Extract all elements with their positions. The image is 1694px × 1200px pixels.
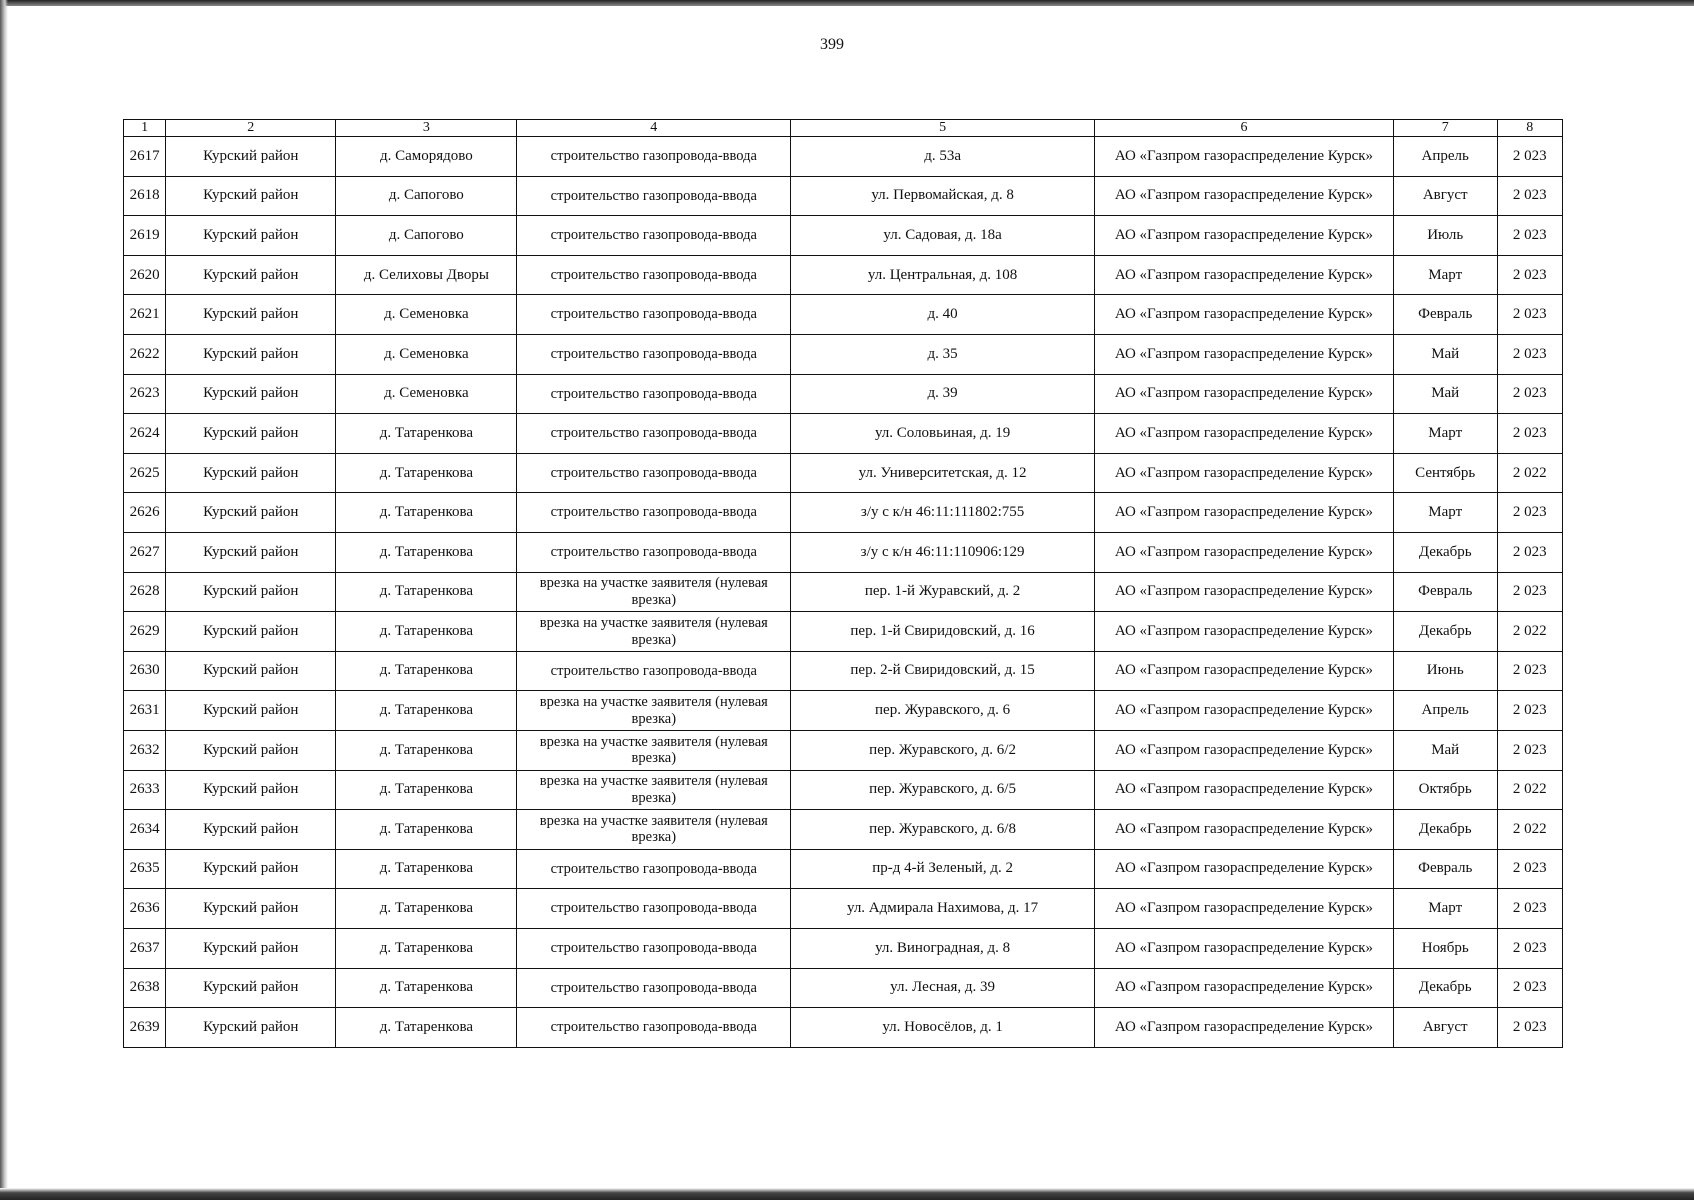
organization-cell: АО «Газпром газораспределение Курск» [1095,176,1394,216]
organization-cell: АО «Газпром газораспределение Курск» [1095,533,1394,573]
work-type-cell: строительство газопровода-ввода [517,651,791,691]
work-type-cell: врезка на участке заявителя (нулевая врезка) [517,691,791,731]
year-cell: 2 023 [1497,1008,1562,1048]
organization-cell: АО «Газпром газораспределение Курск» [1095,216,1394,256]
address-cell: ул. Лесная, д. 39 [791,968,1095,1008]
organization-cell: АО «Газпром газораспределение Курск» [1095,651,1394,691]
district-cell: Курский район [166,651,336,691]
work-type-cell: строительство газопровода-ввода [517,295,791,335]
organization-cell: АО «Газпром газораспределение Курск» [1095,849,1394,889]
page-number: 399 [820,36,844,53]
table-row [124,414,1563,454]
address-cell: з/у с к/н 46:11:110906:129 [791,533,1095,573]
settlement-cell: д. Татаренкова [336,1008,517,1048]
organization-cell: АО «Газпром газораспределение Курск» [1095,137,1394,177]
district-cell: Курский район [166,414,336,454]
year-cell: 2 023 [1497,493,1562,533]
header-cell: 2 [166,120,336,137]
district-cell: Курский район [166,849,336,889]
row-number-cell: 2625 [124,453,166,493]
organization-cell: АО «Газпром газораспределение Курск» [1095,295,1394,335]
settlement-cell: д. Татаренкова [336,453,517,493]
settlement-cell: д. Селиховы Дворы [336,255,517,295]
district-cell: Курский район [166,889,336,929]
table-row [124,810,1563,850]
row-number-cell: 2633 [124,770,166,810]
address-cell: д. 53а [791,137,1095,177]
year-cell: 2 023 [1497,374,1562,414]
month-cell: Декабрь [1393,968,1497,1008]
row-number-cell: 2628 [124,572,166,612]
work-type-cell: строительство газопровода-ввода [517,176,791,216]
year-cell: 2 022 [1497,810,1562,850]
district-cell: Курский район [166,493,336,533]
organization-cell: АО «Газпром газораспределение Курск» [1095,335,1394,375]
organization-cell: АО «Газпром газораспределение Курск» [1095,572,1394,612]
month-cell: Март [1393,493,1497,533]
organization-cell: АО «Газпром газораспределение Курск» [1095,493,1394,533]
row-number-cell: 2634 [124,810,166,850]
settlement-cell: д. Татаренкова [336,968,517,1008]
year-cell: 2 023 [1497,335,1562,375]
row-number-cell: 2624 [124,414,166,454]
year-cell: 2 023 [1497,216,1562,256]
work-type-cell: врезка на участке заявителя (нулевая врезка) [517,612,791,652]
settlement-cell: д. Татаренкова [336,414,517,454]
year-cell: 2 023 [1497,176,1562,216]
organization-cell: АО «Газпром газораспределение Курск» [1095,1008,1394,1048]
year-cell: 2 022 [1497,770,1562,810]
month-cell: Май [1393,335,1497,375]
district-cell: Курский район [166,928,336,968]
row-number-cell: 2627 [124,533,166,573]
year-cell: 2 023 [1497,137,1562,177]
scan-edge-left [0,0,8,1200]
row-number-cell: 2637 [124,928,166,968]
work-type-cell: врезка на участке заявителя (нулевая врезка) [517,572,791,612]
work-type-cell: строительство газопровода-ввода [517,1008,791,1048]
work-type-cell: строительство газопровода-ввода [517,255,791,295]
month-cell: Август [1393,176,1497,216]
table-row [124,216,1563,256]
table-row [124,453,1563,493]
month-cell: Февраль [1393,849,1497,889]
row-number-cell: 2638 [124,968,166,1008]
address-cell: пер. Журавского, д. 6/5 [791,770,1095,810]
address-cell: ул. Первомайская, д. 8 [791,176,1095,216]
year-cell: 2 023 [1497,731,1562,771]
header-cell: 1 [124,120,166,137]
organization-cell: АО «Газпром газораспределение Курск» [1095,731,1394,771]
header-row [124,120,1563,137]
scan-edge-bottom [0,1188,1694,1200]
month-cell: Март [1393,414,1497,454]
year-cell: 2 023 [1497,849,1562,889]
settlement-cell: д. Семеновка [336,295,517,335]
organization-cell: АО «Газпром газораспределение Курск» [1095,889,1394,929]
table-row [124,572,1563,612]
settlement-cell: д. Татаренкова [336,533,517,573]
table-row [124,691,1563,731]
header-cell: 4 [517,120,791,137]
organization-cell: АО «Газпром газораспределение Курск» [1095,255,1394,295]
organization-cell: АО «Газпром газораспределение Курск» [1095,928,1394,968]
address-cell: ул. Новосёлов, д. 1 [791,1008,1095,1048]
address-cell: пер. Журавского, д. 6 [791,691,1095,731]
settlement-cell: д. Татаренкова [336,691,517,731]
work-type-cell: строительство газопровода-ввода [517,533,791,573]
row-number-cell: 2636 [124,889,166,929]
work-type-cell: строительство газопровода-ввода [517,374,791,414]
work-type-cell: строительство газопровода-ввода [517,968,791,1008]
district-cell: Курский район [166,770,336,810]
settlement-cell: д. Татаренкова [336,572,517,612]
address-cell: д. 39 [791,374,1095,414]
month-cell: Июнь [1393,651,1497,691]
work-type-cell: строительство газопровода-ввода [517,137,791,177]
row-number-cell: 2631 [124,691,166,731]
district-cell: Курский район [166,453,336,493]
table-row [124,928,1563,968]
address-cell: ул. Адмирала Нахимова, д. 17 [791,889,1095,929]
scan-edge-top [0,0,1694,6]
work-type-cell: врезка на участке заявителя (нулевая врезка) [517,731,791,771]
work-type-cell: врезка на участке заявителя (нулевая врезка) [517,770,791,810]
settlement-cell: д. Татаренкова [336,810,517,850]
year-cell: 2 023 [1497,255,1562,295]
work-type-cell: строительство газопровода-ввода [517,849,791,889]
month-cell: Май [1393,374,1497,414]
year-cell: 2 023 [1497,295,1562,335]
row-number-cell: 2623 [124,374,166,414]
address-cell: д. 40 [791,295,1095,335]
address-cell: ул. Университетская, д. 12 [791,453,1095,493]
organization-cell: АО «Газпром газораспределение Курск» [1095,374,1394,414]
settlement-cell: д. Татаренкова [336,889,517,929]
table-row [124,335,1563,375]
table-row [124,176,1563,216]
year-cell: 2 022 [1497,612,1562,652]
month-cell: Декабрь [1393,810,1497,850]
work-type-cell: строительство газопровода-ввода [517,928,791,968]
row-number-cell: 2622 [124,335,166,375]
settlement-cell: д. Саморядово [336,137,517,177]
row-number-cell: 2629 [124,612,166,652]
month-cell: Август [1393,1008,1497,1048]
organization-cell: АО «Газпром газораспределение Курск» [1095,612,1394,652]
district-cell: Курский район [166,255,336,295]
year-cell: 2 023 [1497,889,1562,929]
district-cell: Курский район [166,731,336,771]
address-cell: пер. Журавского, д. 6/2 [791,731,1095,771]
year-cell: 2 023 [1497,572,1562,612]
table-row [124,374,1563,414]
row-number-cell: 2626 [124,493,166,533]
table-row [124,968,1563,1008]
district-cell: Курский район [166,572,336,612]
table-row [124,137,1563,177]
organization-cell: АО «Газпром газораспределение Курск» [1095,770,1394,810]
district-cell: Курский район [166,137,336,177]
address-cell: ул. Виноградная, д. 8 [791,928,1095,968]
month-cell: Октябрь [1393,770,1497,810]
table-row [124,255,1563,295]
table-row [124,889,1563,929]
month-cell: Февраль [1393,572,1497,612]
header-cell: 7 [1393,120,1497,137]
address-cell: пер. 1-й Свиридовский, д. 16 [791,612,1095,652]
row-number-cell: 2621 [124,295,166,335]
row-number-cell: 2618 [124,176,166,216]
year-cell: 2 023 [1497,414,1562,454]
header-cell: 5 [791,120,1095,137]
district-cell: Курский район [166,810,336,850]
month-cell: Декабрь [1393,612,1497,652]
settlement-cell: д. Семеновка [336,374,517,414]
settlement-cell: д. Татаренкова [336,928,517,968]
month-cell: Сентябрь [1393,453,1497,493]
settlement-cell: д. Сапогово [336,216,517,256]
month-cell: Декабрь [1393,533,1497,573]
row-number-cell: 2619 [124,216,166,256]
settlement-cell: д. Татаренкова [336,770,517,810]
gasification-table [123,119,1563,1048]
year-cell: 2 023 [1497,691,1562,731]
district-cell: Курский район [166,176,336,216]
address-cell: пер. 1-й Журавский, д. 2 [791,572,1095,612]
district-cell: Курский район [166,612,336,652]
row-number-cell: 2620 [124,255,166,295]
work-type-cell: строительство газопровода-ввода [517,414,791,454]
work-type-cell: строительство газопровода-ввода [517,889,791,929]
month-cell: Апрель [1393,137,1497,177]
settlement-cell: д. Татаренкова [336,651,517,691]
settlement-cell: д. Татаренкова [336,493,517,533]
table-row [124,849,1563,889]
header-cell: 3 [336,120,517,137]
district-cell: Курский район [166,335,336,375]
address-cell: з/у с к/н 46:11:111802:755 [791,493,1095,533]
settlement-cell: д. Сапогово [336,176,517,216]
district-cell: Курский район [166,1008,336,1048]
header-cell: 6 [1095,120,1394,137]
district-cell: Курский район [166,216,336,256]
organization-cell: АО «Газпром газораспределение Курск» [1095,414,1394,454]
settlement-cell: д. Татаренкова [336,731,517,771]
address-cell: пер. 2-й Свиридовский, д. 15 [791,651,1095,691]
table-row [124,731,1563,771]
year-cell: 2 023 [1497,533,1562,573]
address-cell: пр-д 4-й Зеленый, д. 2 [791,849,1095,889]
month-cell: Апрель [1393,691,1497,731]
organization-cell: АО «Газпром газораспределение Курск» [1095,691,1394,731]
month-cell: Май [1393,731,1497,771]
district-cell: Курский район [166,968,336,1008]
row-number-cell: 2632 [124,731,166,771]
year-cell: 2 022 [1497,453,1562,493]
row-number-cell: 2635 [124,849,166,889]
work-type-cell: строительство газопровода-ввода [517,453,791,493]
address-cell: ул. Центральная, д. 108 [791,255,1095,295]
address-cell: пер. Журавского, д. 6/8 [791,810,1095,850]
settlement-cell: д. Семеновка [336,335,517,375]
month-cell: Ноябрь [1393,928,1497,968]
district-cell: Курский район [166,691,336,731]
address-cell: ул. Соловьиная, д. 19 [791,414,1095,454]
month-cell: Февраль [1393,295,1497,335]
settlement-cell: д. Татаренкова [336,612,517,652]
work-type-cell: строительство газопровода-ввода [517,493,791,533]
organization-cell: АО «Газпром газораспределение Курск» [1095,968,1394,1008]
district-cell: Курский район [166,533,336,573]
address-cell: д. 35 [791,335,1095,375]
year-cell: 2 023 [1497,928,1562,968]
district-cell: Курский район [166,295,336,335]
organization-cell: АО «Газпром газораспределение Курск» [1095,810,1394,850]
table-row [124,1008,1563,1048]
month-cell: Июль [1393,216,1497,256]
address-cell: ул. Садовая, д. 18а [791,216,1095,256]
header-cell: 8 [1497,120,1562,137]
table-row [124,651,1563,691]
year-cell: 2 023 [1497,651,1562,691]
row-number-cell: 2630 [124,651,166,691]
row-number-cell: 2617 [124,137,166,177]
organization-cell: АО «Газпром газораспределение Курск» [1095,453,1394,493]
table-row [124,295,1563,335]
district-cell: Курский район [166,374,336,414]
table-row [124,770,1563,810]
month-cell: Март [1393,889,1497,929]
work-type-cell: строительство газопровода-ввода [517,216,791,256]
month-cell: Март [1393,255,1497,295]
year-cell: 2 023 [1497,968,1562,1008]
table-row [124,533,1563,573]
row-number-cell: 2639 [124,1008,166,1048]
work-type-cell: строительство газопровода-ввода [517,335,791,375]
settlement-cell: д. Татаренкова [336,849,517,889]
table-row [124,612,1563,652]
work-type-cell: врезка на участке заявителя (нулевая врезка) [517,810,791,850]
table-row [124,493,1563,533]
